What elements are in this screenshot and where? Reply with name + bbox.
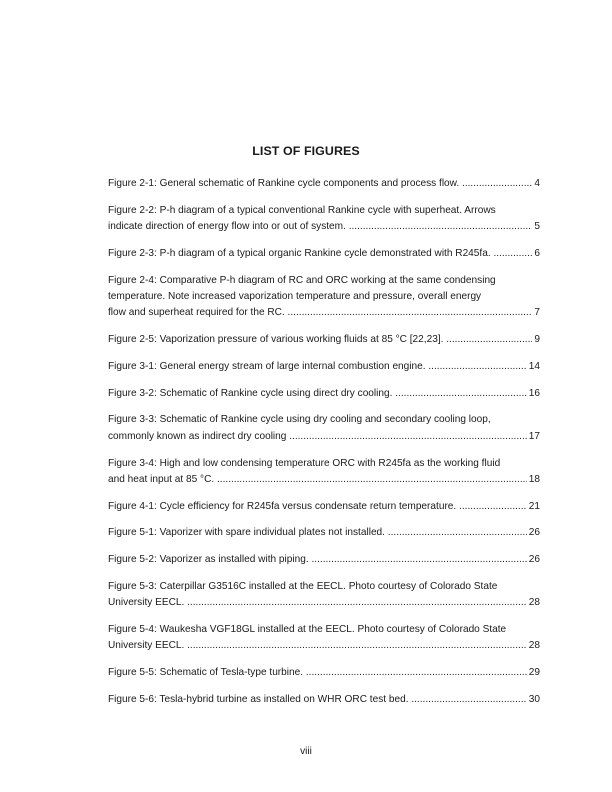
dot-leader <box>108 665 527 681</box>
dot-leader <box>108 359 527 375</box>
figure-entry-caption: Figure 5-5: Schematic of Tesla-type turbine. <box>108 667 304 679</box>
dot-leader <box>108 219 532 235</box>
figure-entry-caption: Figure 3-2: Schematic of Rankine cycle using direct dry cooling. <box>108 387 393 399</box>
figure-entry-text-line: Figure 2-2: P-h diagram of a typical conventional Rankine cycle with superheat. Arrows <box>108 204 496 216</box>
figure-entry[interactable] <box>108 359 540 375</box>
figure-entry[interactable] <box>108 273 540 322</box>
figure-entry-text-line: temperature. Note increased vaporization temperature and pressure, overall energy <box>108 290 482 302</box>
figure-entry-leader-line <box>108 692 540 708</box>
figure-entry-caption: Figure 5-6: Tesla-hybrid turbine as installed on WHR ORC test bed. <box>108 694 409 706</box>
figure-page-number: 29 <box>528 667 540 679</box>
figure-page-number: 21 <box>528 500 540 512</box>
figure-page-number: 26 <box>528 527 540 539</box>
figure-entry-leader-line <box>108 305 540 321</box>
page-title: LIST OF FIGURES <box>252 144 360 158</box>
figure-page-number: 30 <box>528 694 540 706</box>
figure-page-number: 18 <box>528 473 540 485</box>
figure-entry-leader-line <box>108 552 540 568</box>
figure-entry[interactable] <box>108 412 540 445</box>
figure-entry[interactable] <box>108 246 540 262</box>
dot-leader <box>108 246 532 262</box>
figure-entry-caption: and heat input at 85 °C. <box>108 473 215 485</box>
figure-entry-leader-line <box>108 595 540 611</box>
figure-entry-leader-line <box>108 246 540 262</box>
figure-entry-caption: Figure 5-1: Vaporizer with spare individual plates not installed. <box>108 527 385 539</box>
figure-entry[interactable] <box>108 622 540 655</box>
figure-entry-leader-line <box>108 332 540 348</box>
figure-entry-caption: Figure 4-1: Cycle efficiency for R245fa versus condensate return temperature. <box>108 500 457 512</box>
figure-entry[interactable] <box>108 499 540 515</box>
figure-entry-leader-line <box>108 638 540 654</box>
figure-page-number: 4 <box>534 178 540 189</box>
figure-page-number: 16 <box>528 387 540 399</box>
dot-leader <box>108 552 527 568</box>
figure-entry-text-line: Figure 3-4: High and low condensing temperature ORC with R245fa as the working fluid <box>108 457 501 469</box>
figure-entry-caption: University EECL. <box>108 597 185 609</box>
figure-entry-leader-line <box>108 472 540 488</box>
figure-page-number: 28 <box>528 597 540 609</box>
figure-entry-leader-line <box>108 219 540 235</box>
dot-leader <box>108 176 532 192</box>
figure-entry-leader-line <box>108 429 540 445</box>
figure-entry[interactable] <box>108 456 540 489</box>
dot-leader <box>108 472 527 488</box>
figure-entry-caption: Figure 2-5: Vaporization pressure of various working fluids at 85 °C [22,23]. <box>108 334 444 346</box>
figure-entry[interactable] <box>108 692 540 708</box>
figure-page-number: 6 <box>534 247 540 259</box>
dot-leader <box>108 429 527 445</box>
figure-entry[interactable] <box>108 525 540 541</box>
figure-entry-text-line: Figure 5-4: Waukesha VGF18GL installed at the EECL. Photo courtesy of Colorado State <box>108 624 507 636</box>
figure-list <box>108 176 540 719</box>
dot-leader <box>108 499 527 515</box>
figure-entry-leader-line <box>108 386 540 402</box>
dot-leader <box>108 386 527 402</box>
figure-entry[interactable] <box>108 552 540 568</box>
figure-entry-text-line: Figure 2-4: Comparative P-h diagram of RC and ORC working at the same condensing <box>108 274 496 286</box>
figure-page-number: 14 <box>528 360 540 372</box>
figure-entry-leader-line <box>108 359 540 375</box>
figure-entry-caption: Figure 2-1: General schematic of Rankine cycle components and process flow. <box>108 178 460 189</box>
figure-entry[interactable] <box>108 332 540 348</box>
figure-page-number: 7 <box>534 307 540 319</box>
figure-entry[interactable] <box>108 665 540 681</box>
figure-entry-caption: Figure 3-1: General energy stream of large internal combustion engine. <box>108 360 426 372</box>
figure-entry[interactable] <box>108 386 540 402</box>
figure-entry[interactable] <box>108 579 540 612</box>
figure-entry-leader-line <box>108 525 540 541</box>
figure-page-number: 5 <box>534 221 540 233</box>
figure-entry-caption: flow and superheat required for the RC. <box>108 307 285 319</box>
dot-leader <box>108 692 527 708</box>
dot-leader <box>108 638 527 654</box>
figure-entry-caption: commonly known as indirect dry cooling <box>108 430 287 442</box>
figure-entry-leader-line <box>108 176 540 192</box>
figure-entry-caption: indicate direction of energy flow into or out of system. <box>108 221 346 233</box>
figure-entry[interactable] <box>108 203 540 236</box>
dot-leader <box>108 525 527 541</box>
figure-entry-caption: University EECL. <box>108 640 185 652</box>
figure-page-number: 9 <box>534 334 540 346</box>
figure-page-number: 28 <box>528 640 540 652</box>
figure-entry-caption: Figure 5-2: Vaporizer as installed with piping. <box>108 554 309 566</box>
figure-entry-leader-line <box>108 499 540 515</box>
page-number: viii <box>300 746 312 757</box>
figure-entry-text-line: Figure 3-3: Schematic of Rankine cycle using dry cooling and secondary cooling loop, <box>108 414 491 426</box>
dot-leader <box>108 305 532 321</box>
figure-entry-leader-line <box>108 665 540 681</box>
figure-entry-text-line: Figure 5-3: Caterpillar G3516C installed at the EECL. Photo courtesy of Colorado State <box>108 581 498 593</box>
dot-leader <box>108 332 532 348</box>
figure-page-number: 26 <box>528 554 540 566</box>
figure-page-number: 17 <box>528 430 540 442</box>
dot-leader <box>108 595 527 611</box>
figure-entry[interactable] <box>108 176 540 192</box>
figure-entry-caption: Figure 2-3: P-h diagram of a typical organic Rankine cycle demonstrated with R245fa. <box>108 247 491 259</box>
